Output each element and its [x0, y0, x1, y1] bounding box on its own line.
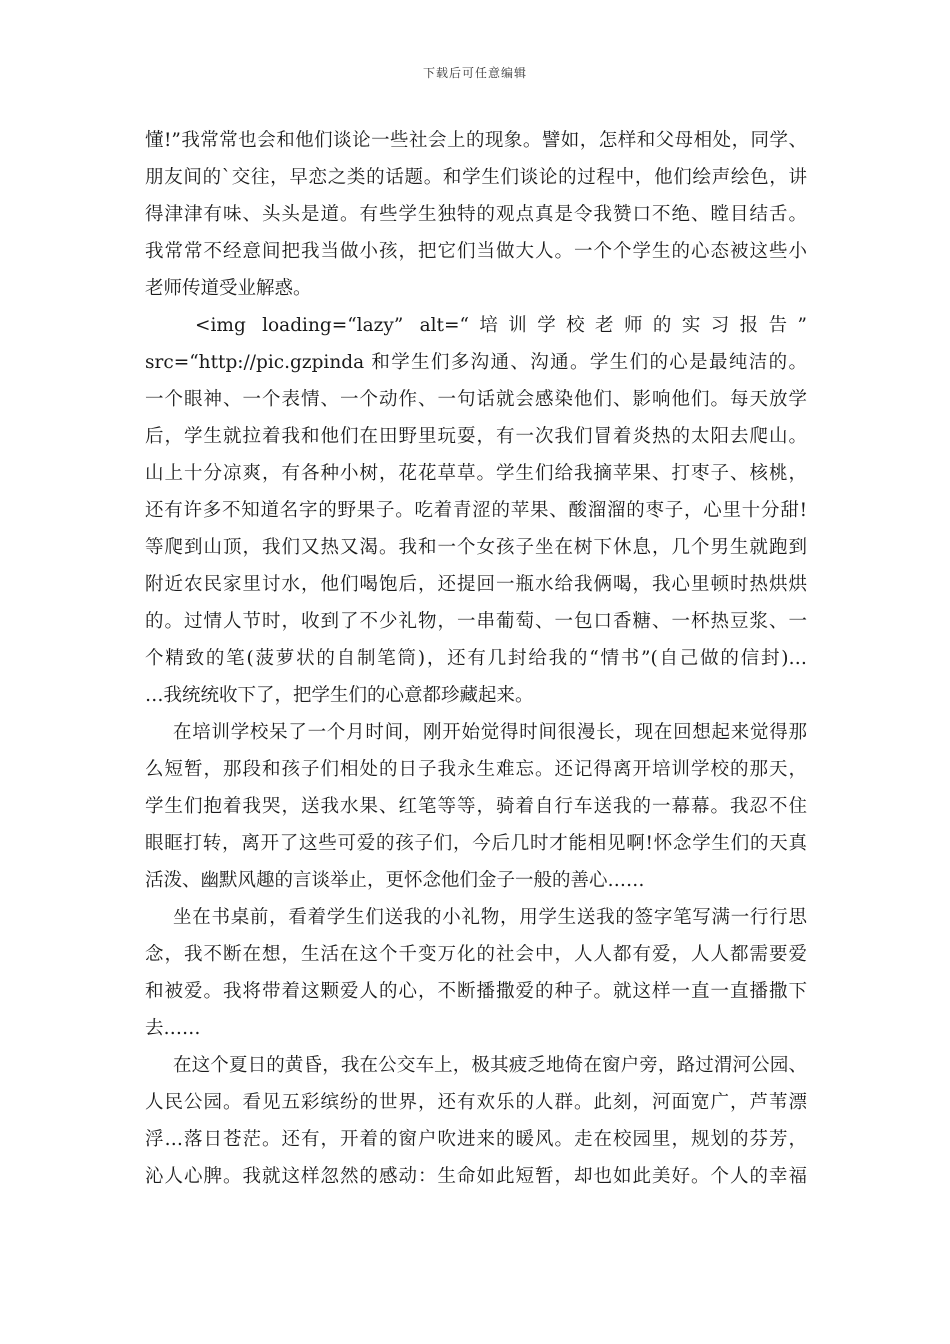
text-line: 的。过情人节时，收到了不少礼物，一串葡萄、一包口香糖、一杯热豆浆、一 — [145, 611, 807, 632]
text-line: 在培训学校呆了一个月时间，刚开始觉得时间很漫长，现在回想起来觉得那 — [173, 722, 807, 743]
text-line: 附近农民家里讨水，他们喝饱后，还提回一瓶水给我俩喝，我心里顿时热烘烘 — [145, 574, 807, 595]
text-line: 活泼、幽默风趣的言谈举止，更怀念他们金子一般的善心…… — [145, 870, 645, 891]
text-line: 后，学生就拉着我和他们在田野里玩耍，有一次我们冒着炎热的太阳去爬山。 — [145, 426, 807, 447]
text-line: 懂!”我常常也会和他们谈论一些社会上的现象。譬如，怎样和父母相处，同学、 — [145, 130, 807, 151]
text-line: 一个眼神、一个表情、一个动作、一句话就会感染他们、影响他们。每天放学 — [145, 389, 807, 410]
page-header: 下载后可任意编辑 — [422, 66, 527, 80]
text-line: 沁人心脾。我就这样忽然的感动：生命如此短暂，却也如此美好。个人的幸福 — [145, 1166, 807, 1187]
text-line: 眼眶打转，离开了这些可爱的孩子们，今后几时才能相见啊!怀念学生们的天真 — [145, 833, 807, 854]
text-line: 我常常不经意间把我当做小孩，把它们当做大人。一个个学生的心态被这些小 — [145, 241, 807, 262]
text-line: src=“http://pic.gzpinda 和学生们多沟通、沟通。学生们的心是最纯洁的。 — [145, 352, 807, 373]
text-line: 等爬到山顶，我们又热又渴。我和一个女孩子坐在树下休息，几个男生就跑到 — [145, 537, 807, 558]
text-line: 和被爱。我将带着这颗爱人的心，不断播撒爱的种子。就这样一直一直播撒下 — [145, 981, 807, 1002]
text-line: …我统统收下了，把学生们的心意都珍藏起来。 — [145, 685, 534, 706]
text-line: <img loading=“lazy” alt=“培训学校老师的实习报告” — [195, 315, 807, 336]
text-line: 老师传道受业解惑。 — [145, 278, 312, 299]
text-line: 人民公园。看见五彩缤纷的世界，还有欢乐的人群。此刻，河面宽广，芦苇漂 — [145, 1092, 807, 1113]
text-line: 去…… — [145, 1018, 201, 1039]
text-line: 得津津有味、头头是道。有些学生独特的观点真是令我赞口不绝、瞠目结舌。 — [145, 204, 807, 225]
text-line: 在这个夏日的黄昏，我在公交车上，极其疲乏地倚在窗户旁，路过渭河公园、 — [173, 1055, 807, 1076]
text-line: 朋友间的`交往，早恋之类的话题。和学生们谈论的过程中，他们绘声绘色，讲 — [145, 167, 807, 188]
text-line: 坐在书桌前，看着学生们送我的小礼物，用学生送我的签字笔写满一行行思 — [173, 907, 807, 928]
text-line: 山上十分凉爽，有各种小树，花花草草。学生们给我摘苹果、打枣子、核桃， — [145, 463, 807, 484]
document-body — [145, 122, 807, 1195]
text-line: 还有许多不知道名字的野果子。吃着青涩的苹果、酸溜溜的枣子，心里十分甜! — [145, 500, 807, 521]
text-line: 个精致的笔(菠萝状的自制笔筒)，还有几封给我的“情书”(自己做的信封)… — [145, 648, 807, 669]
text-line: 么短暂，那段和孩子们相处的日子我永生难忘。还记得离开培训学校的那天， — [145, 759, 807, 780]
text-line: 学生们抱着我哭，送我水果、红笔等等，骑着自行车送我的一幕幕。我忍不住 — [145, 796, 807, 817]
text-line: 浮…落日苍茫。还有，开着的窗户吹进来的暖风。走在校园里，规划的芬芳， — [145, 1129, 807, 1150]
text-line: 念，我不断在想，生活在这个千变万化的社会中，人人都有爱，人人都需要爱 — [145, 944, 807, 965]
